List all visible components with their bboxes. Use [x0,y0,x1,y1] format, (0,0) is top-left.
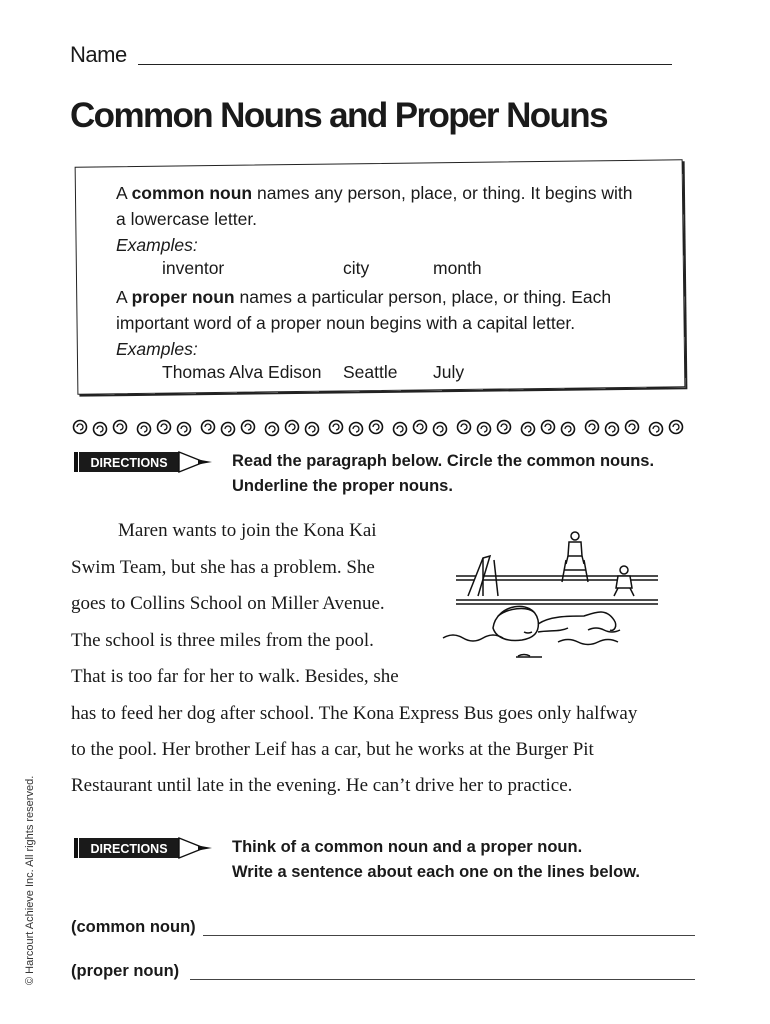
spiral-swirl [586,421,599,434]
spiral-swirl [370,421,383,434]
spiral-swirl [74,421,87,434]
spiral-swirl [542,421,555,434]
proper-noun-answer-label: (proper noun) [71,962,180,980]
spiral-swirl [498,421,511,434]
spiral-swirl [606,423,619,436]
proper-example-2: Seattle [343,362,398,382]
spiral-swirl [158,421,171,434]
common-noun-definition: A common noun names any person, place, or thing. It begins with [116,183,633,203]
paragraph-line: Swim Team, but she has a problem. She [71,557,375,578]
spiral-swirl [202,421,215,434]
spiral-swirl [242,421,255,434]
copyright-notice: © Harcourt Achieve Inc. All rights reserved. [24,775,36,985]
directions-badge-label: DIRECTIONS [90,842,168,856]
directions-2-line1: Think of a common noun and a proper noun. [232,838,583,856]
proper-noun-term: proper noun [131,287,235,307]
paragraph-line: That is too far for her to walk. Besides, she [71,666,399,687]
common-noun-answer-line[interactable] [203,935,695,936]
directions-pencil-icon [72,449,220,475]
paragraph-line: goes to Collins School on Miller Avenue. [71,593,385,614]
paragraph-line: to the pool. Her brother Leif has a car, but he works at the Burger Pit [71,739,594,760]
paragraph-line: The school is three miles from the pool. [71,630,374,651]
common-noun-definition-line2: a lowercase letter. [116,209,258,229]
directions-2-line2: Write a sentence about each one on the lines below. [232,863,641,881]
directions-1-line1: Read the paragraph below. Circle the common nouns. [232,452,655,470]
swimmer-illustration [438,520,668,670]
spiral-swirl [670,421,683,434]
spiral-swirl [306,423,319,436]
name-label: Name [70,42,127,67]
spiral-divider [72,418,702,438]
common-example-1: inventor [162,258,225,278]
spiral-swirl [458,421,471,434]
spiral-swirl [522,423,535,436]
proper-example-3: July [433,362,465,382]
spiral-swirl [626,421,639,434]
directions-badge-label: DIRECTIONS [90,456,168,470]
common-example-3: month [433,258,482,278]
paragraph-line: Maren wants to join the Kona Kai [118,520,377,541]
spiral-swirl [222,423,235,436]
directions-pencil-icon [72,835,220,861]
common-noun-term: common noun [131,183,253,203]
spiral-swirl [414,421,427,434]
spiral-swirl [266,423,279,436]
directions-1-line2: Underline the proper nouns. [232,477,453,495]
spiral-swirl [286,421,299,434]
spiral-swirl [114,421,127,434]
examples-label-proper: Examples: [116,339,198,359]
common-noun-answer-label: (common noun) [71,918,196,936]
paragraph-line: has to feed her dog after school. The Kona Express Bus goes only halfway [71,703,638,724]
spiral-swirl [138,423,151,436]
spiral-swirl [178,423,191,436]
proper-noun-definition-line2: important word of a proper noun begins with a capital letter. [116,313,576,333]
spiral-swirl [350,423,363,436]
spiral-swirl [394,423,407,436]
proper-noun-definition: A proper noun names a particular person, place, or thing. Each [116,287,612,307]
page-title: Common Nouns and Proper Nouns [70,96,607,135]
examples-label-common: Examples: [116,235,198,255]
spiral-swirl [434,423,447,436]
proper-noun-answer-line[interactable] [190,979,695,980]
spiral-swirl [478,423,491,436]
proper-example-1: Thomas Alva Edison [162,362,322,382]
spiral-swirl [330,421,343,434]
spiral-swirl [562,423,575,436]
paragraph-line: Restaurant until late in the evening. He can’t drive her to practice. [71,775,573,796]
spiral-swirl [94,423,107,436]
common-example-2: city [343,258,370,278]
spiral-swirl [650,423,663,436]
name-line[interactable] [138,64,672,65]
